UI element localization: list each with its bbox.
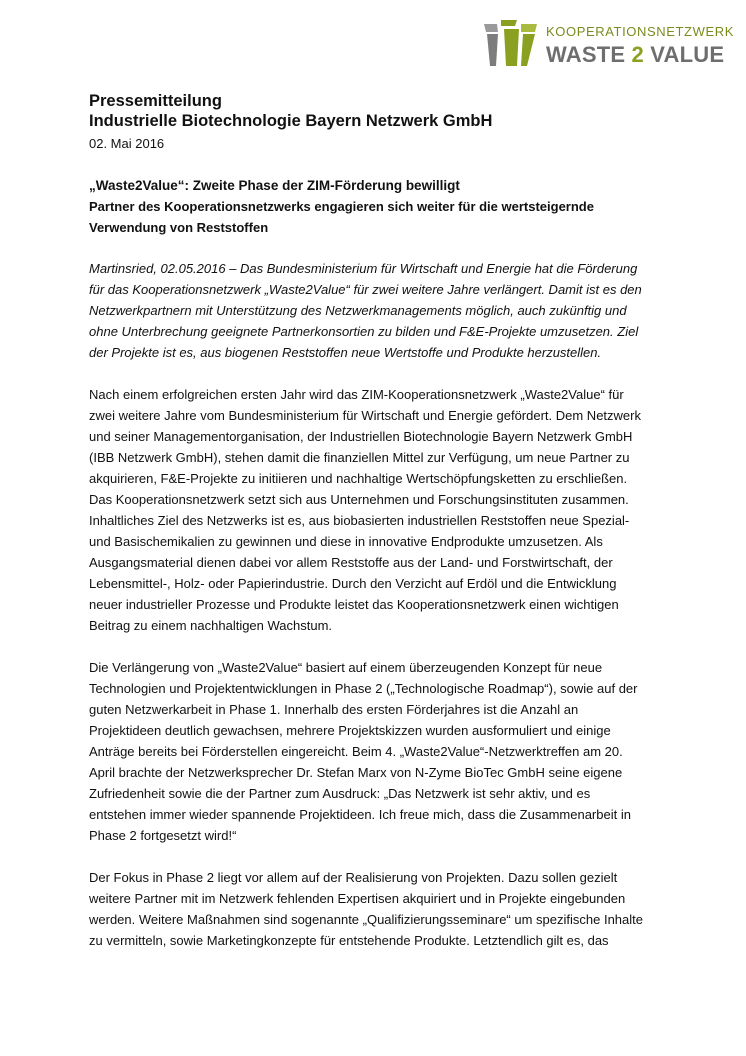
doc-type-title: Pressemitteilung [89, 92, 222, 110]
article-headline: „Waste2Value“: Zweite Phase der ZIM-Förderung bewilligt [89, 178, 460, 193]
body-paragraph: Der Fokus in Phase 2 liegt vor allem auf der Realisierung von Projekten. Dazu sollen gezielt weitere Partner mit im Netzwerk fehlenden Expertisen akquiriert und in Projekte eingebunden werden. Weitere Maßnahmen sind sogenannte „Qualifizierungsseminare“ um spezifische Inhalte zu vermitteln, sowie Marketingkonzepte für entstehende Produkte. Letztendlich gilt es, das [89, 870, 643, 948]
release-date: 02. Mai 2016 [89, 136, 165, 151]
organization-title: Industrielle Biotechnologie Bayern Netzwerk GmbH [89, 112, 493, 130]
logo-line1: KOOPERATIONSNETZWERK [546, 24, 734, 39]
logo-line2: WASTE 2 VALUE [546, 42, 725, 67]
article-lead: Martinsried, 02.05.2016 – Das Bundesministerium für Wirtschaft und Energie hat die Förderung für das Kooperationsnetzwerk „Waste2Value“ für zwei weitere Jahre verlängert. Damit ist es den Netzwerkpartnern mit Unterstützung des Netzwerkmanagements möglich, auch zukünftig und ohne Unterbrechung geeignete Partnerkonsortien zu bilden und F&E-Projekte umzusetzen. Ziel der Projekte ist es, aus biogenen Reststoffen neue Wertstoffe und Produkte herzustellen. [89, 261, 642, 360]
body-paragraph: Die Verlängerung von „Waste2Value“ basiert auf einem überzeugenden Konzept für neue Technologien und Projektentwicklungen in Phase 2 („Technologische Roadmap“), sowie auf der guten Netzwerkarbeit in Phase 1. Innerhalb des ersten Förderjahres ist die Anzahl an Projektideen deutlich gewachsen, mehrere Projektskizzen wurden ausformuliert und einige Anträge bereits bei Förderstellen eingereicht. Beim 4. „Waste2Value“-Netzwerktreffen am 20. April brachte der Netzwerksprecher Dr. Stefan Marx von N-Zyme BioTec GmbH seine eigene Zufriedenheit sowie die der Partner zum Ausdruck: „Das Netzwerk ist sehr aktiv, und es entstehen immer wieder spannende Projektideen. Ich freue mich, dass die Zusammenarbeit in Phase 2 fortgesetzt wird!“ [89, 660, 638, 843]
waste2value-logo [481, 18, 734, 73]
body-paragraph: Nach einem erfolgreichen ersten Jahr wird das ZIM-Kooperationsnetzwerk „Waste2Value“ für zwei weitere Jahre vom Bundesministerium für Wirtschaft und Energie gefördert. Dem Netzwerk und seiner Managementorganisation, der Industriellen Biotechnologie Bayern Netzwerk GmbH (IBB Netzwerk GmbH), stehen damit die finanziellen Mittel zur Verfügung, um neue Partner zu akquirieren, F&E-Projekte zu initiieren und nachhaltige Wertschöpfungsketten zu erschließen. Das Kooperationsnetzwerk setzt sich aus Unternehmen und Forschungsinstituten zusammen. Inhaltliches Ziel des Netzwerks ist es, aus biobasierten industriellen Reststoffen neue Spezial- und Basischemikalien zu gewinnen und diese in innovative Endprodukte umzusetzen. Als Ausgangsmaterial dienen dabei vor allem Reststoffe aus der Land- und Forstwirtschaft, der Lebensmittel-, Holz- oder Papierindustrie. Durch den Verzicht auf Erdöl und die Entwicklung neuer industrieller Prozesse und Produkte leistet das Kooperationsnetzwerk einen wichtigen Beitrag zu einem nachhaltigen Wachstum. [89, 387, 641, 633]
logo-mark-icon [481, 18, 541, 70]
article-subheadline: Partner des Kooperationsnetzwerks engagieren sich weiter für die wertsteigernde Verwendung von Reststoffen [89, 199, 594, 235]
press-release [89, 91, 649, 951]
